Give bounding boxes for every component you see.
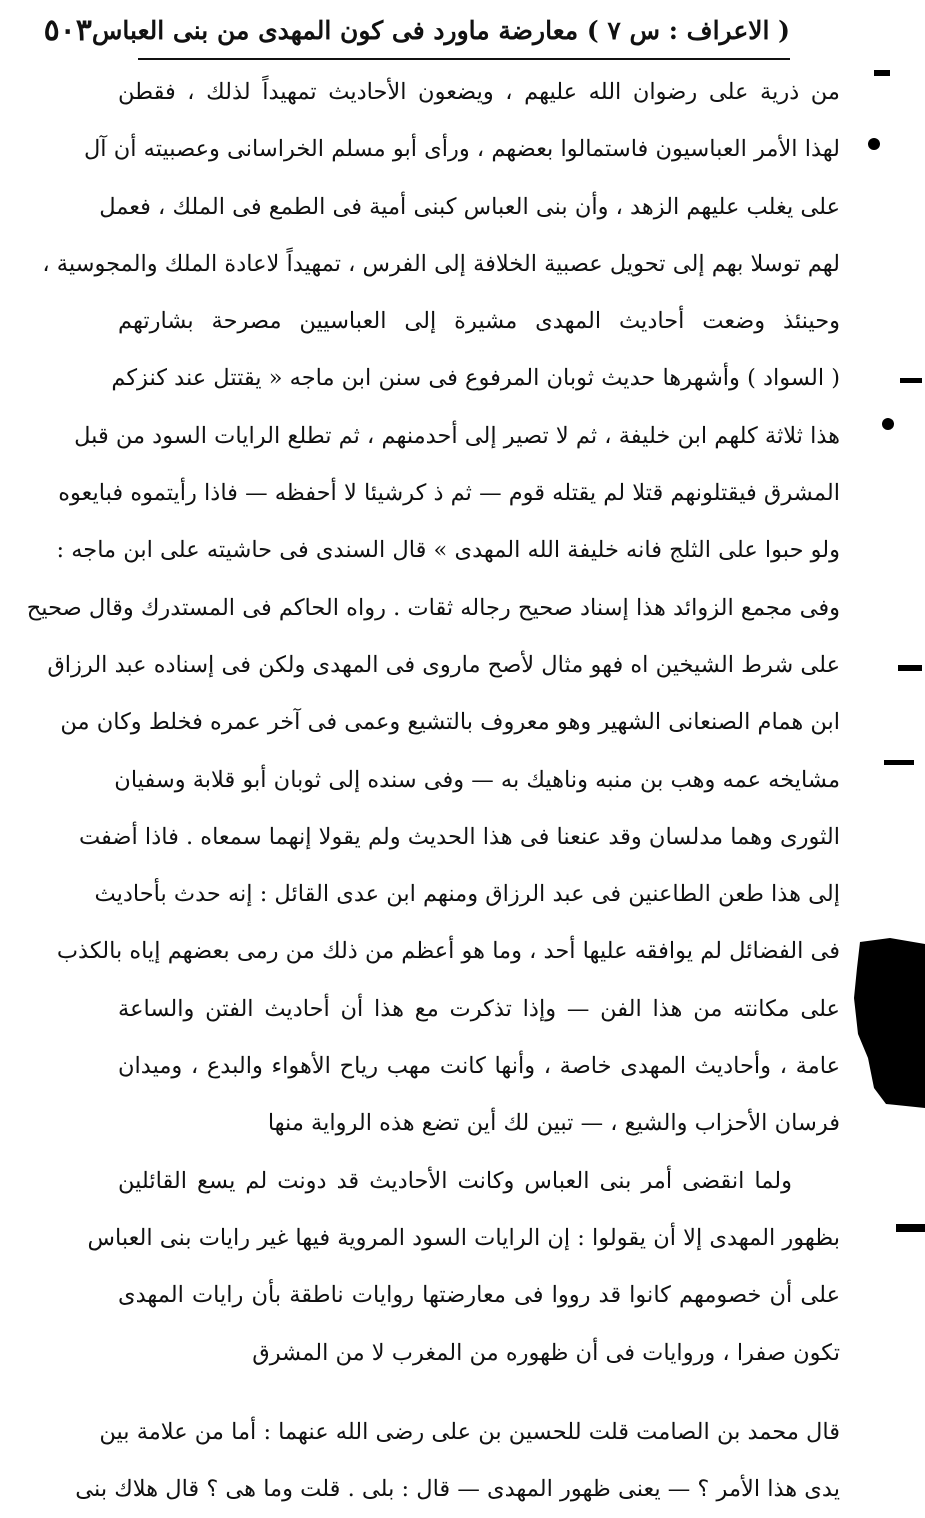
text-line: ابن همام الصنعانى الشهير وهو معروف بالتشيع وعمى فى آخر عمره فخلط وكان من xyxy=(60,709,840,736)
text-line: المشرق فيقتلونهم قتلا لم يقتله قوم — ثم ذ كرشيئا لا أحفظه — فاذا رأيتموه فبايعوه xyxy=(58,480,840,507)
scan-shadow xyxy=(852,938,925,1108)
text-line: الثورى وهما مدلسان وقد عنعنا فى هذا الحديث ولم يقولا إنهما سمعاه . فاذا أضفت xyxy=(78,823,840,850)
text-line: على شرط الشيخين اه فهو مثال لأصح ماروى فى المهدى ولكن فى إسناده عبد الرزاق xyxy=(47,651,840,678)
page-number: ٥٠٣ xyxy=(43,12,92,48)
scan-speck xyxy=(882,418,894,430)
text-line: لهم توسلا بهم إلى تحويل عصبية الخلافة إلى الفرس ، تمهيداً لاعادة الملك والمجوسية ، xyxy=(42,250,840,277)
text-line: لهذا الأمر العباسيون فاستمالوا بعضهم ، ورأى أبو مسلم الخراسانى وعصبيته أن آل xyxy=(83,136,840,163)
text-line: مشايخه عمه وهب بن منبه وناهيك به — وفى سنده إلى ثوبان أبو قلابة وسفيان xyxy=(114,766,840,793)
text-line: فرسان الأحزاب والشيع ، — تبين لك أين تضع هذه الرواية منها xyxy=(267,1110,840,1137)
scan-speck xyxy=(898,665,922,671)
text-line: يدى هذا الأمر ؟ — يعنى ظهور المهدى — قال : بلى . قلت وما هى ؟ قال هلاك بنى xyxy=(75,1476,840,1503)
page-body xyxy=(26,64,840,1518)
text-line: وحينئذ وضعت أحاديث المهدى مشيرة إلى العباسيين مصرحة بشارتهم xyxy=(118,308,840,335)
text-line: فى الفضائل لم يوافقه عليها أحد ، وما هو أعظم من ذلك من رمى بعضهم إياه بالكذب xyxy=(56,938,840,965)
scan-speck xyxy=(884,760,914,765)
text-line: على أن خصومهم كانوا قد رووا فى معارضتها روايات ناطقة بأن رايات المهدى xyxy=(118,1282,840,1309)
text-line: عامة ، وأحاديث المهدى خاصة ، وأنها كانت مهب رياح الأهواء والبدع ، وميدان xyxy=(118,1053,840,1080)
text-line: ولو حبوا على الثلج فانه خليفة الله المهدى » قال السندى فى حاشيته على ابن ماجه : xyxy=(56,537,840,564)
text-line: ولما انقضى أمر بنى العباس وكانت الأحاديث قد دونت لم يسع القائلين xyxy=(118,1167,792,1194)
scan-speck xyxy=(900,378,922,383)
scan-speck xyxy=(896,1224,925,1232)
text-line: وفى مجمع الزوائد هذا إسناد صحيح رجاله ثقات . رواه الحاكم فى المستدرك وقال صحيح xyxy=(26,594,840,621)
page-header xyxy=(43,10,790,50)
text-line: قال محمد بن الصامت قلت للحسين بن على رضى الله عنهما : أما من علامة بين xyxy=(99,1418,840,1445)
text-line: من ذرية على رضوان الله عليهم ، ويضعون الأحاديث تمهيداً لذلك ، فقطن xyxy=(118,79,840,105)
text-line: على يغلب عليهم الزهد ، وأن بنى العباس كبنى أمية فى الطمع فى الملك ، فعمل xyxy=(99,193,840,220)
text-line: على مكانته من هذا الفن — وإذا تذكرت مع هذا أن أحاديث الفتن والساعة xyxy=(118,995,840,1022)
text-line: إلى هذا طعن الطاعنين فى عبد الرزاق ومنهم ابن عدى القائل : إنه حدث بأحاديث xyxy=(94,881,840,908)
text-line: هذا ثلاثة كلهم ابن خليفة ، ثم لا تصير إلى أحدمنهم ، ثم تطلع الرايات السود من قبل xyxy=(74,422,840,449)
text-line: ( السواد ) وأشهرها حديث ثوبان المرفوع فى سنن ابن ماجه « يقتتل عند كنزكم xyxy=(111,365,840,392)
text-line: تكون صفرا ، وروايات فى أن ظهوره من المغرب لا من المشرق xyxy=(252,1339,840,1366)
header-title: ( الاعراف : س ٧ ) معارضة ماورد فى كون المهدى من بنى العباس xyxy=(91,15,790,45)
scan-speck xyxy=(874,70,890,76)
scan-speck xyxy=(868,138,880,150)
text-line: بظهور المهدى إلا أن يقولوا : إن الرايات السود المروية فيها غير رايات بنى العباس xyxy=(87,1224,840,1251)
header-rule xyxy=(138,58,790,60)
